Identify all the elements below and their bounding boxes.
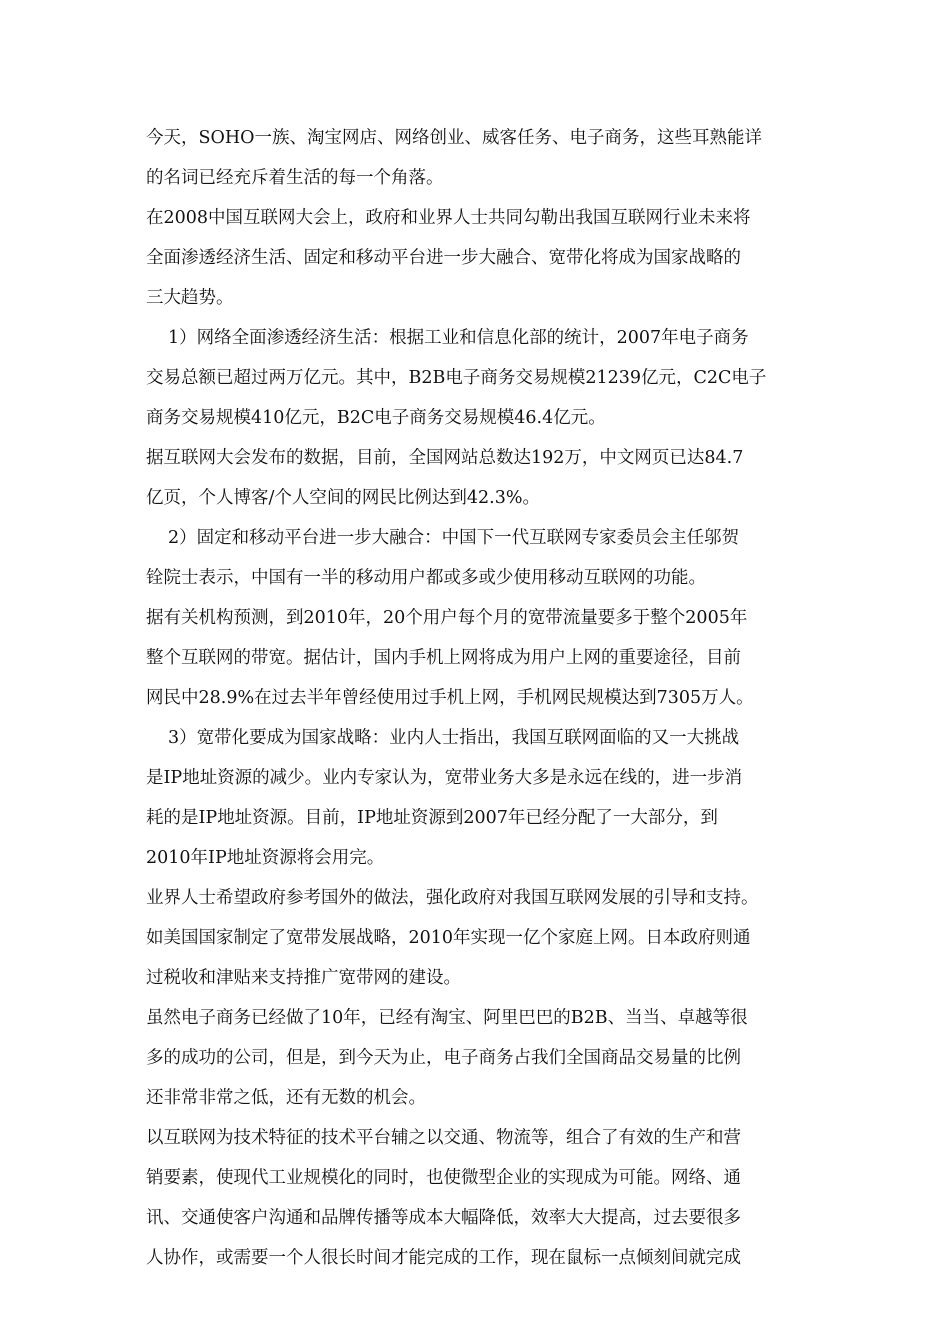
text-line: 商务交易规模410亿元，B2C电子商务交易规模46.4亿元。	[146, 408, 606, 428]
text-line: 2010年IP地址资源将会用完。	[146, 848, 385, 868]
text-line: 以互联网为技术特征的技术平台辅之以交通、物流等，组合了有效的生产和营	[146, 1128, 741, 1148]
text-line: 业界人士希望政府参考国外的做法，强化政府对我国互联网发展的引导和支持。	[146, 888, 759, 908]
text-line: 交易总额已超过两万亿元。其中，B2B电子商务交易规模21239亿元，C2C电子	[146, 368, 767, 388]
text-line: 是IP地址资源的减少。业内专家认为，宽带业务大多是永远在线的，进一步消	[146, 768, 743, 788]
text-line: 网民中28.9%在过去半年曾经使用过手机上网，手机网民规模达到7305万人。	[146, 688, 754, 708]
text-line: 多的成功的公司，但是，到今天为止，电子商务占我们全国商品交易量的比例	[146, 1048, 741, 1068]
text-line: 人协作，或需要一个人很长时间才能完成的工作，现在鼠标一点倾刻间就完成	[146, 1248, 741, 1268]
text-line: 销要素，使现代工业规模化的同时，也使微型企业的实现成为可能。网络、通	[146, 1168, 741, 1188]
text-line: 今天，SOHO一族、淘宝网店、网络创业、威客任务、电子商务，这些耳熟能详	[146, 128, 762, 148]
text-line: 三大趋势。	[146, 288, 234, 308]
text-line: 3）宽带化要成为国家战略：业内人士指出，我国互联网面临的又一大挑战	[168, 728, 740, 748]
text-line: 亿页，个人博客/个人空间的网民比例达到42.3%。	[146, 488, 540, 508]
text-line: 据有关机构预测，到2010年，20个用户每个月的宽带流量要多于整个2005年	[146, 608, 748, 628]
text-line: 虽然电子商务已经做了10年，已经有淘宝、阿里巴巴的B2B、当当、卓越等很	[146, 1008, 748, 1028]
document-body	[146, 118, 811, 1278]
text-line: 整个互联网的带宽。据估计，国内手机上网将成为用户上网的重要途径，目前	[146, 648, 741, 668]
text-line: 1）网络全面渗透经济生活：根据工业和信息化部的统计，2007年电子商务	[168, 328, 749, 348]
text-line: 过税收和津贴来支持推广宽带网的建设。	[146, 968, 461, 988]
text-line: 的名词已经充斥着生活的每一个角落。	[146, 168, 444, 188]
text-line: 据互联网大会发布的数据，目前，全国网站总数达192万，中文网页已达84.7	[146, 448, 744, 468]
text-line: 2）固定和移动平台进一步大融合：中国下一代互联网专家委员会主任邬贺	[168, 528, 740, 548]
text-line: 在2008中国互联网大会上，政府和业界人士共同勾勒出我国互联网行业未来将	[146, 208, 751, 228]
text-line: 铨院士表示，中国有一半的移动用户都或多或少使用移动互联网的功能。	[146, 568, 706, 588]
text-line: 还非常非常之低，还有无数的机会。	[146, 1088, 426, 1108]
text-line: 讯、交通使客户沟通和品牌传播等成本大幅降低，效率大大提高，过去要很多	[146, 1208, 741, 1228]
text-line: 全面渗透经济生活、固定和移动平台进一步大融合、宽带化将成为国家战略的	[146, 248, 741, 268]
text-line: 如美国国家制定了宽带发展战略，2010年实现一亿个家庭上网。日本政府则通	[146, 928, 751, 948]
text-line: 耗的是IP地址资源。目前，IP地址资源到2007年已经分配了一大部分，到	[146, 808, 718, 828]
